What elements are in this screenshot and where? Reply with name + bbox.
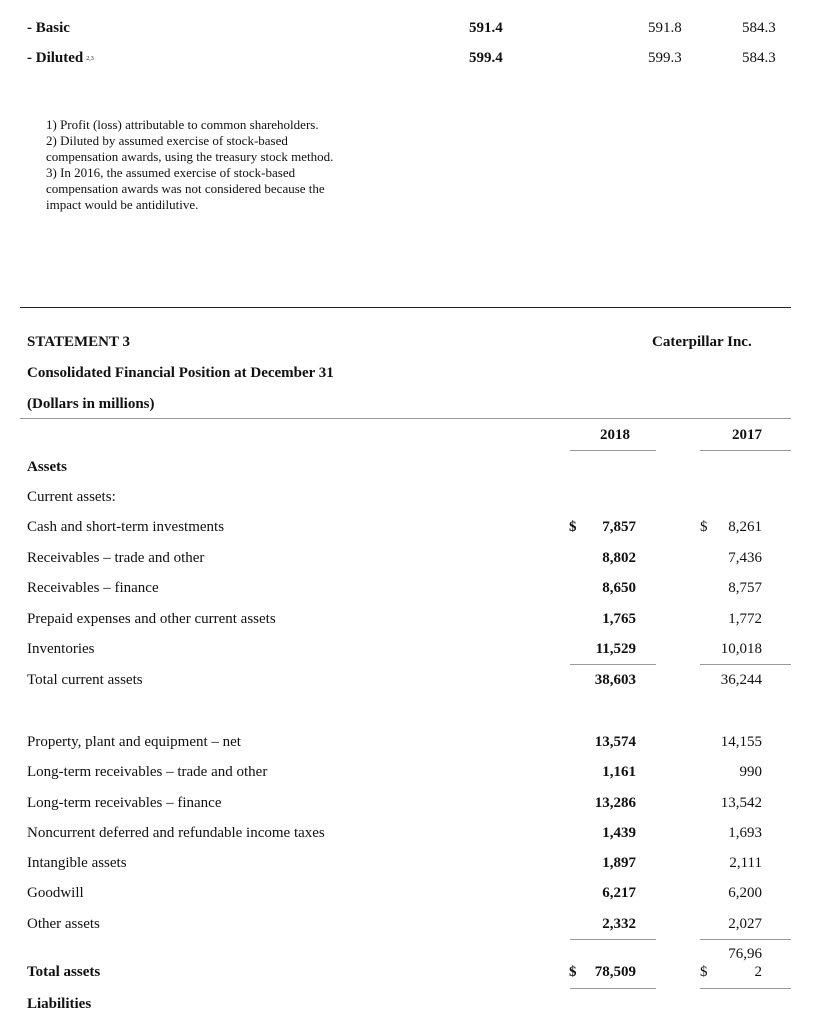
row-label: Long-term receivables – trade and other (27, 764, 268, 780)
currency-symbol: $ (700, 519, 708, 535)
value-2017: 7,436 (728, 550, 762, 566)
eps-label-text: - Diluted (27, 50, 84, 66)
row-label: Property, plant and equipment – net (27, 734, 241, 750)
value-2017: 1,693 (728, 825, 762, 841)
value-2018: 38,603 (594, 672, 636, 688)
value-2018: 1,765 (602, 611, 636, 627)
grand-total-rule-2018 (570, 988, 656, 989)
value-2017-line1: 76,96 (728, 946, 762, 962)
value-2017: 14,155 (720, 734, 762, 750)
value-2017: 8,261 (728, 519, 762, 535)
row-label: Prepaid expenses and other current assets (27, 611, 276, 627)
value-2017: 1,772 (728, 611, 762, 627)
statement-title: Consolidated Financial Position at December 31 (27, 365, 334, 381)
value-2018: 7,857 (602, 519, 636, 535)
value-2018: 8,650 (602, 580, 636, 596)
value-2017: 2,027 (728, 916, 762, 932)
value-2018: 11,529 (595, 641, 636, 657)
row-label: Intangible assets (27, 855, 127, 871)
grand-total-rule-2017 (700, 988, 791, 989)
eps-value-2017: 591.8 (648, 20, 682, 36)
eps-label (27, 50, 94, 67)
row-label: Receivables – finance (27, 580, 159, 596)
value-2018: 8,802 (602, 550, 636, 566)
row-label: Noncurrent deferred and refundable income taxes (27, 825, 325, 841)
row-label: Total assets (27, 964, 101, 980)
value-2018: 1,439 (602, 825, 636, 841)
column-underline-2017 (700, 450, 791, 451)
column-header-2018: 2018 (600, 427, 630, 443)
eps-value-2017: 599.3 (648, 50, 682, 66)
row-label: Long-term receivables – finance (27, 795, 222, 811)
current-assets-heading: Current assets: (27, 489, 116, 505)
value-2017-line2: 2 (754, 964, 762, 980)
value-2018: 1,161 (602, 764, 636, 780)
footnote-3: 3) In 2016, the assumed exercise of stock-based compensation awards was not considered because the impact would be antidilutive. (46, 165, 325, 212)
eps-value-2016: 584.3 (742, 20, 776, 36)
row-label: Other assets (27, 916, 100, 932)
value-2017: 13,542 (720, 795, 762, 811)
footnote-2: 2) Diluted by assumed exercise of stock-based compensation awards, using the treasury stock method. (46, 133, 334, 164)
liabilities-heading: Liabilities (27, 996, 92, 1012)
value-2017: 6,200 (728, 885, 762, 901)
value-2017: 8,757 (728, 580, 762, 596)
currency-symbol: $ (700, 964, 708, 980)
eps-label: - Basic (27, 20, 70, 36)
value-2018: 6,217 (602, 885, 636, 901)
value-2018: 13,286 (594, 795, 636, 811)
value-2017: 990 (739, 764, 762, 780)
assets-heading: Assets (27, 459, 67, 475)
value-2017: 2,111 (729, 855, 762, 871)
row-label: Goodwill (27, 885, 84, 901)
row-label: Cash and short-term investments (27, 519, 225, 535)
column-header-2017: 2017 (732, 427, 762, 443)
subtotal-rule-2017 (700, 664, 791, 665)
currency-symbol: $ (569, 964, 577, 980)
value-2018: 78,509 (594, 964, 636, 980)
footnote-ref: 2,3 (86, 55, 94, 62)
footnote-1: 1) Profit (loss) attributable to common shareholders. (46, 117, 319, 132)
value-2017: 10,018 (720, 641, 762, 657)
row-label: Inventories (27, 641, 95, 657)
statement-number: STATEMENT 3 (27, 334, 130, 350)
column-underline-2018 (570, 450, 656, 451)
section-divider (20, 307, 791, 308)
header-rule (20, 418, 791, 419)
eps-value-2016: 584.3 (742, 50, 776, 66)
eps-value-2018: 591.4 (469, 20, 503, 36)
row-label: Receivables – trade and other (27, 550, 205, 566)
value-2018: 1,897 (602, 855, 636, 871)
value-2018: 13,574 (594, 734, 636, 750)
total-rule-2017 (700, 939, 791, 940)
eps-value-2018: 599.4 (469, 50, 503, 66)
row-label: Total current assets (27, 672, 143, 688)
value-2018: 2,332 (602, 916, 636, 932)
statement-units: (Dollars in millions) (27, 396, 155, 412)
footnotes (46, 117, 346, 213)
company-name: Caterpillar Inc. (652, 334, 752, 350)
value-2017: 36,244 (720, 672, 762, 688)
subtotal-rule-2018 (570, 664, 656, 665)
total-rule-2018 (570, 939, 656, 940)
currency-symbol: $ (569, 519, 577, 535)
